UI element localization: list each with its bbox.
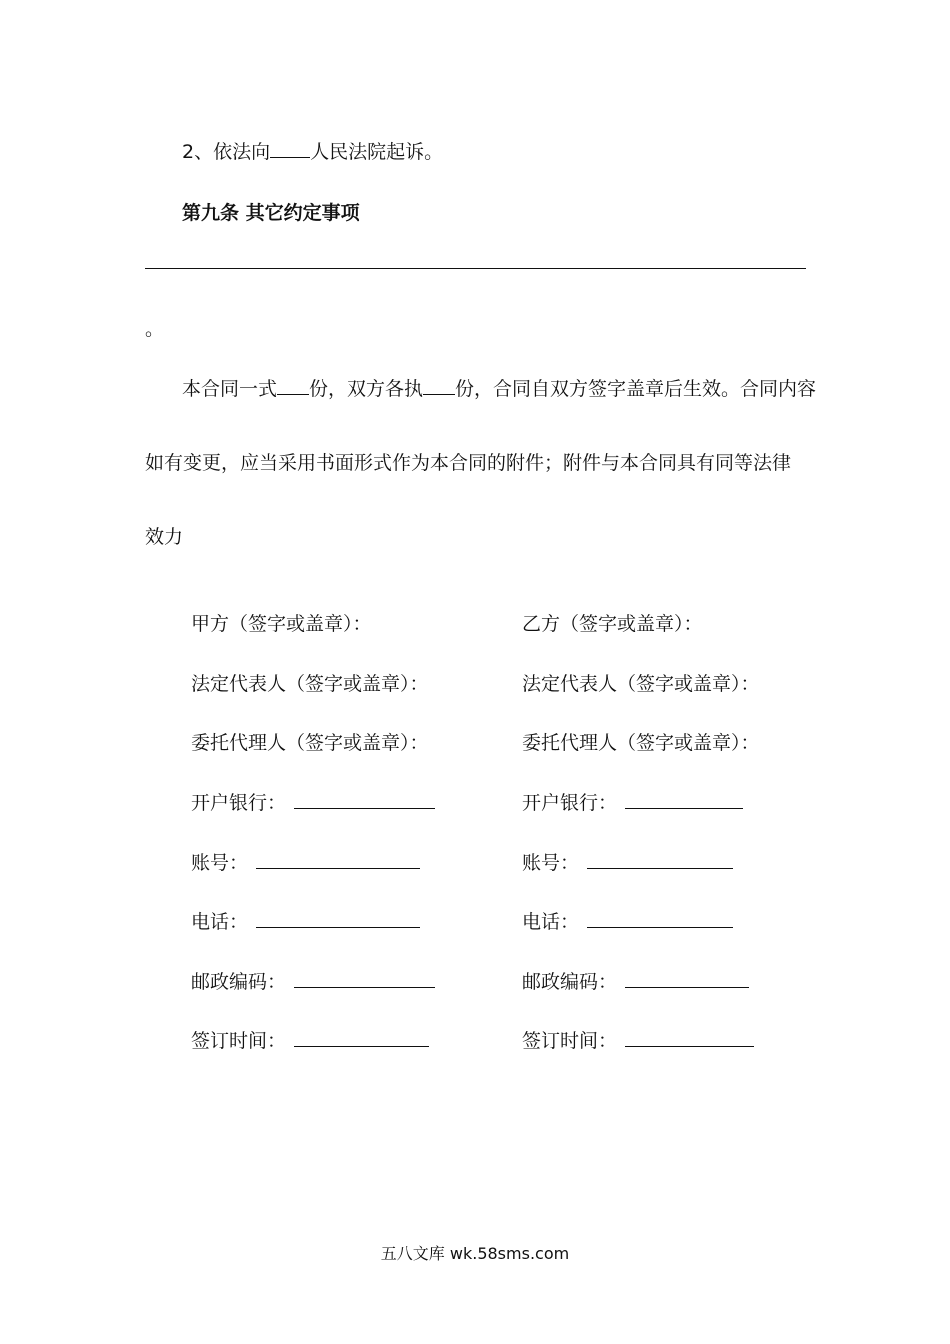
closing-line-1-b: 份，双方各执	[309, 378, 424, 400]
party-b-signature: 乙方（签字或盖章）：	[522, 613, 703, 635]
party-a-legal-rep: 法定代表人（签字或盖章）：	[191, 673, 429, 695]
party-b-date-label: 签订时间：	[522, 1030, 618, 1052]
party-a-account-blank	[256, 850, 420, 869]
copies-each-blank	[423, 376, 455, 395]
clause-2-line	[182, 139, 443, 164]
party-a-date-label: 签订时间：	[191, 1030, 287, 1052]
party-b-legal-rep: 法定代表人（签字或盖章）：	[522, 673, 760, 695]
party-b-postcode-label: 邮政编码：	[522, 971, 618, 993]
article-9-period: 。	[145, 318, 165, 340]
clause-2-prefix: 2、依法向	[182, 141, 271, 163]
party-b-account-blank	[587, 850, 733, 869]
clause-2-suffix: 人民法院起诉。	[310, 141, 444, 163]
party-a-phone-blank	[256, 909, 420, 928]
court-name-blank	[270, 139, 310, 158]
party-a-bank-row	[191, 790, 435, 815]
party-b-account-label: 账号：	[522, 852, 580, 874]
party-b-agent: 委托代理人（签字或盖章）：	[522, 732, 760, 754]
party-a-bank-blank	[294, 790, 435, 809]
party-b-date-blank	[625, 1028, 754, 1047]
closing-line-1-a: 本合同一式	[182, 378, 278, 400]
party-a-bank-label: 开户银行：	[191, 792, 287, 814]
party-a-postcode-row	[191, 969, 435, 994]
party-a-account-row	[191, 850, 420, 875]
closing-line-1	[182, 376, 816, 401]
party-b-postcode-row	[522, 969, 749, 994]
party-a-postcode-label: 邮政编码：	[191, 971, 287, 993]
party-b-phone-row	[522, 909, 733, 934]
party-b-phone-blank	[587, 909, 733, 928]
party-b-bank-row	[522, 790, 743, 815]
closing-line-3: 效力	[145, 526, 184, 548]
party-b-account-row	[522, 850, 733, 875]
party-a-date-blank	[294, 1028, 429, 1047]
other-matters-blank-line	[145, 268, 806, 269]
closing-line-1-c: 份，合同自双方签字盖章后生效。合同内容	[455, 378, 817, 400]
party-a-signature: 甲方（签字或盖章）：	[191, 613, 372, 635]
article-9-heading: 第九条 其它约定事项	[182, 202, 360, 224]
party-b-bank-label: 开户银行：	[522, 792, 618, 814]
page-footer: 五八文库 wk.58sms.com	[380, 1244, 570, 1263]
party-b-phone-label: 电话：	[522, 911, 580, 933]
party-a-phone-label: 电话：	[191, 911, 249, 933]
copies-total-blank	[277, 376, 309, 395]
party-b-bank-blank	[625, 790, 743, 809]
party-b-postcode-blank	[625, 969, 749, 988]
party-a-account-label: 账号：	[191, 852, 249, 874]
closing-line-2: 如有变更，应当采用书面形式作为本合同的附件；附件与本合同具有同等法律	[145, 452, 792, 474]
party-b-date-row	[522, 1028, 754, 1053]
party-a-agent: 委托代理人（签字或盖章）：	[191, 732, 429, 754]
party-a-date-row	[191, 1028, 429, 1053]
party-a-phone-row	[191, 909, 420, 934]
party-a-postcode-blank	[294, 969, 435, 988]
